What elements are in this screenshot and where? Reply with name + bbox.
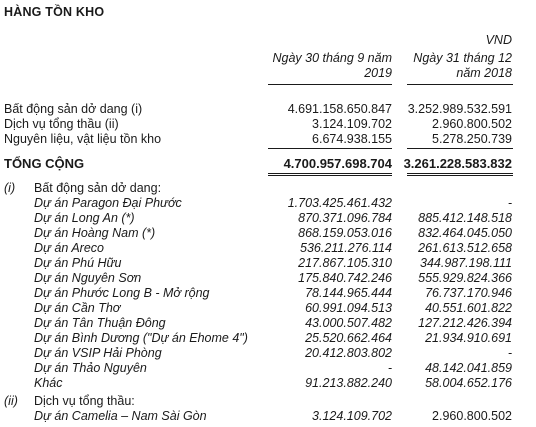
header-rule-col1	[268, 84, 392, 85]
project-value-2018: 48.142.041.859	[425, 361, 512, 375]
section-ii-marker: (ii)	[4, 394, 18, 408]
column-header-2018-line2: năm 2018	[456, 66, 512, 80]
section-i-label: Bất động sản dở dang:	[34, 181, 162, 195]
project-value-2019: 1.703.425.461.432	[287, 196, 392, 210]
project-value-2019: 868.159.053.016	[298, 226, 392, 240]
project-value-2018: 261.613.512.658	[418, 241, 512, 255]
project-value-2018: -	[507, 196, 512, 210]
project-value-2019: 870.371.096.784	[298, 211, 392, 225]
summary-label-wip: Bất động sản dở dang (i)	[4, 102, 143, 116]
total-2019: 4.700.957.698.704	[283, 156, 392, 171]
total-rule-col2-b	[407, 175, 513, 176]
project-value-2019: 175.840.742.246	[298, 271, 392, 285]
project-label: Khác	[34, 376, 63, 390]
summary-wip-2019: 4.691.158.650.847	[287, 102, 392, 116]
summary-wip-2018: 3.252.989.532.591	[407, 102, 512, 116]
project-label: Dự án Nguyên Sơn	[34, 271, 142, 285]
summary-label-contract: Dịch vụ tổng thầu (ii)	[4, 117, 119, 131]
project-value-2019: 78.144.965.444	[305, 286, 392, 300]
project-value-2018: -	[507, 346, 512, 360]
summary-contract-2019: 3.124.109.702	[312, 117, 392, 131]
summary-materials-2019: 6.674.938.155	[312, 132, 392, 146]
project-label: Dự án Long An (*)	[34, 211, 135, 225]
header-rule-col2	[407, 84, 513, 85]
column-header-2018-line1: Ngày 31 tháng 12	[413, 51, 512, 65]
total-rule-col1-a	[268, 173, 392, 174]
project-label: Dự án Bình Dương ("Dự án Ehome 4")	[34, 331, 248, 345]
project-value-2018: 40.551.601.822	[425, 301, 512, 315]
section-title: HÀNG TỒN KHO	[4, 5, 105, 19]
project-value-2018: 58.004.652.176	[425, 376, 512, 390]
project-value-2018: 832.464.045.050	[418, 226, 512, 240]
project-label: Dự án Tân Thuận Đông	[34, 316, 166, 330]
subtotal-rule-col1	[268, 148, 392, 149]
section-ii-label: Dịch vụ tổng thầu:	[34, 394, 135, 408]
summary-materials-2018: 5.278.250.739	[432, 132, 512, 146]
summary-contract-2018: 2.960.800.502	[432, 117, 512, 131]
total-2018: 3.261.228.583.832	[403, 156, 512, 171]
project-value-2019: 43.000.507.482	[305, 316, 392, 330]
section-i-marker: (i)	[4, 181, 16, 195]
project-label: Dự án Phước Long B - Mở rộng	[34, 286, 210, 300]
project-label: Dự án VSIP Hải Phòng	[34, 346, 162, 360]
project-value-2018: 885.412.148.518	[418, 211, 512, 225]
project-label: Dự án Hoàng Nam (*)	[34, 226, 156, 240]
project-label: Dự án Paragon Đại Phước	[34, 196, 182, 210]
project-value-2018: 555.929.824.366	[418, 271, 512, 285]
column-header-2019-line1: Ngày 30 tháng 9 năm	[272, 51, 392, 65]
project-value-2019: 20.412.803.802	[305, 346, 392, 360]
total-rule-col2-a	[407, 173, 513, 174]
project-label: Dự án Cần Thơ	[34, 301, 121, 315]
project-value-2019: -	[387, 361, 392, 375]
project-value-2019: 25.520.662.464	[305, 331, 392, 345]
project-value-2018: 76.737.170.946	[425, 286, 512, 300]
project-value-2019: 536.211.276.114	[300, 241, 392, 255]
project-label: Dự án Areco	[34, 241, 104, 255]
project-value-2018: 2.960.800.502	[432, 409, 512, 423]
project-value-2019: 217.867.105.310	[298, 256, 392, 270]
total-rule-col1-b	[268, 175, 392, 176]
summary-label-materials: Nguyên liệu, vật liệu tồn kho	[4, 132, 162, 146]
currency-label: VND	[485, 33, 512, 47]
project-value-2019: 60.991.094.513	[305, 301, 392, 315]
project-value-2018: 127.212.426.394	[418, 316, 512, 330]
project-value-2018: 21.934.910.691	[425, 331, 512, 345]
project-value-2019: 3.124.109.702	[312, 409, 392, 423]
project-value-2018: 344.987.198.111	[420, 256, 512, 270]
project-value-2019: 91.213.882.240	[305, 376, 392, 390]
subtotal-rule-col2	[407, 148, 513, 149]
project-label: Dự án Camelia – Nam Sài Gòn	[34, 409, 207, 423]
column-header-2019-line2: 2019	[364, 66, 392, 80]
total-label: TỔNG CỘNG	[4, 156, 85, 171]
project-label: Dự án Phú Hữu	[34, 256, 122, 270]
project-label: Dự án Thảo Nguyên	[34, 361, 147, 375]
